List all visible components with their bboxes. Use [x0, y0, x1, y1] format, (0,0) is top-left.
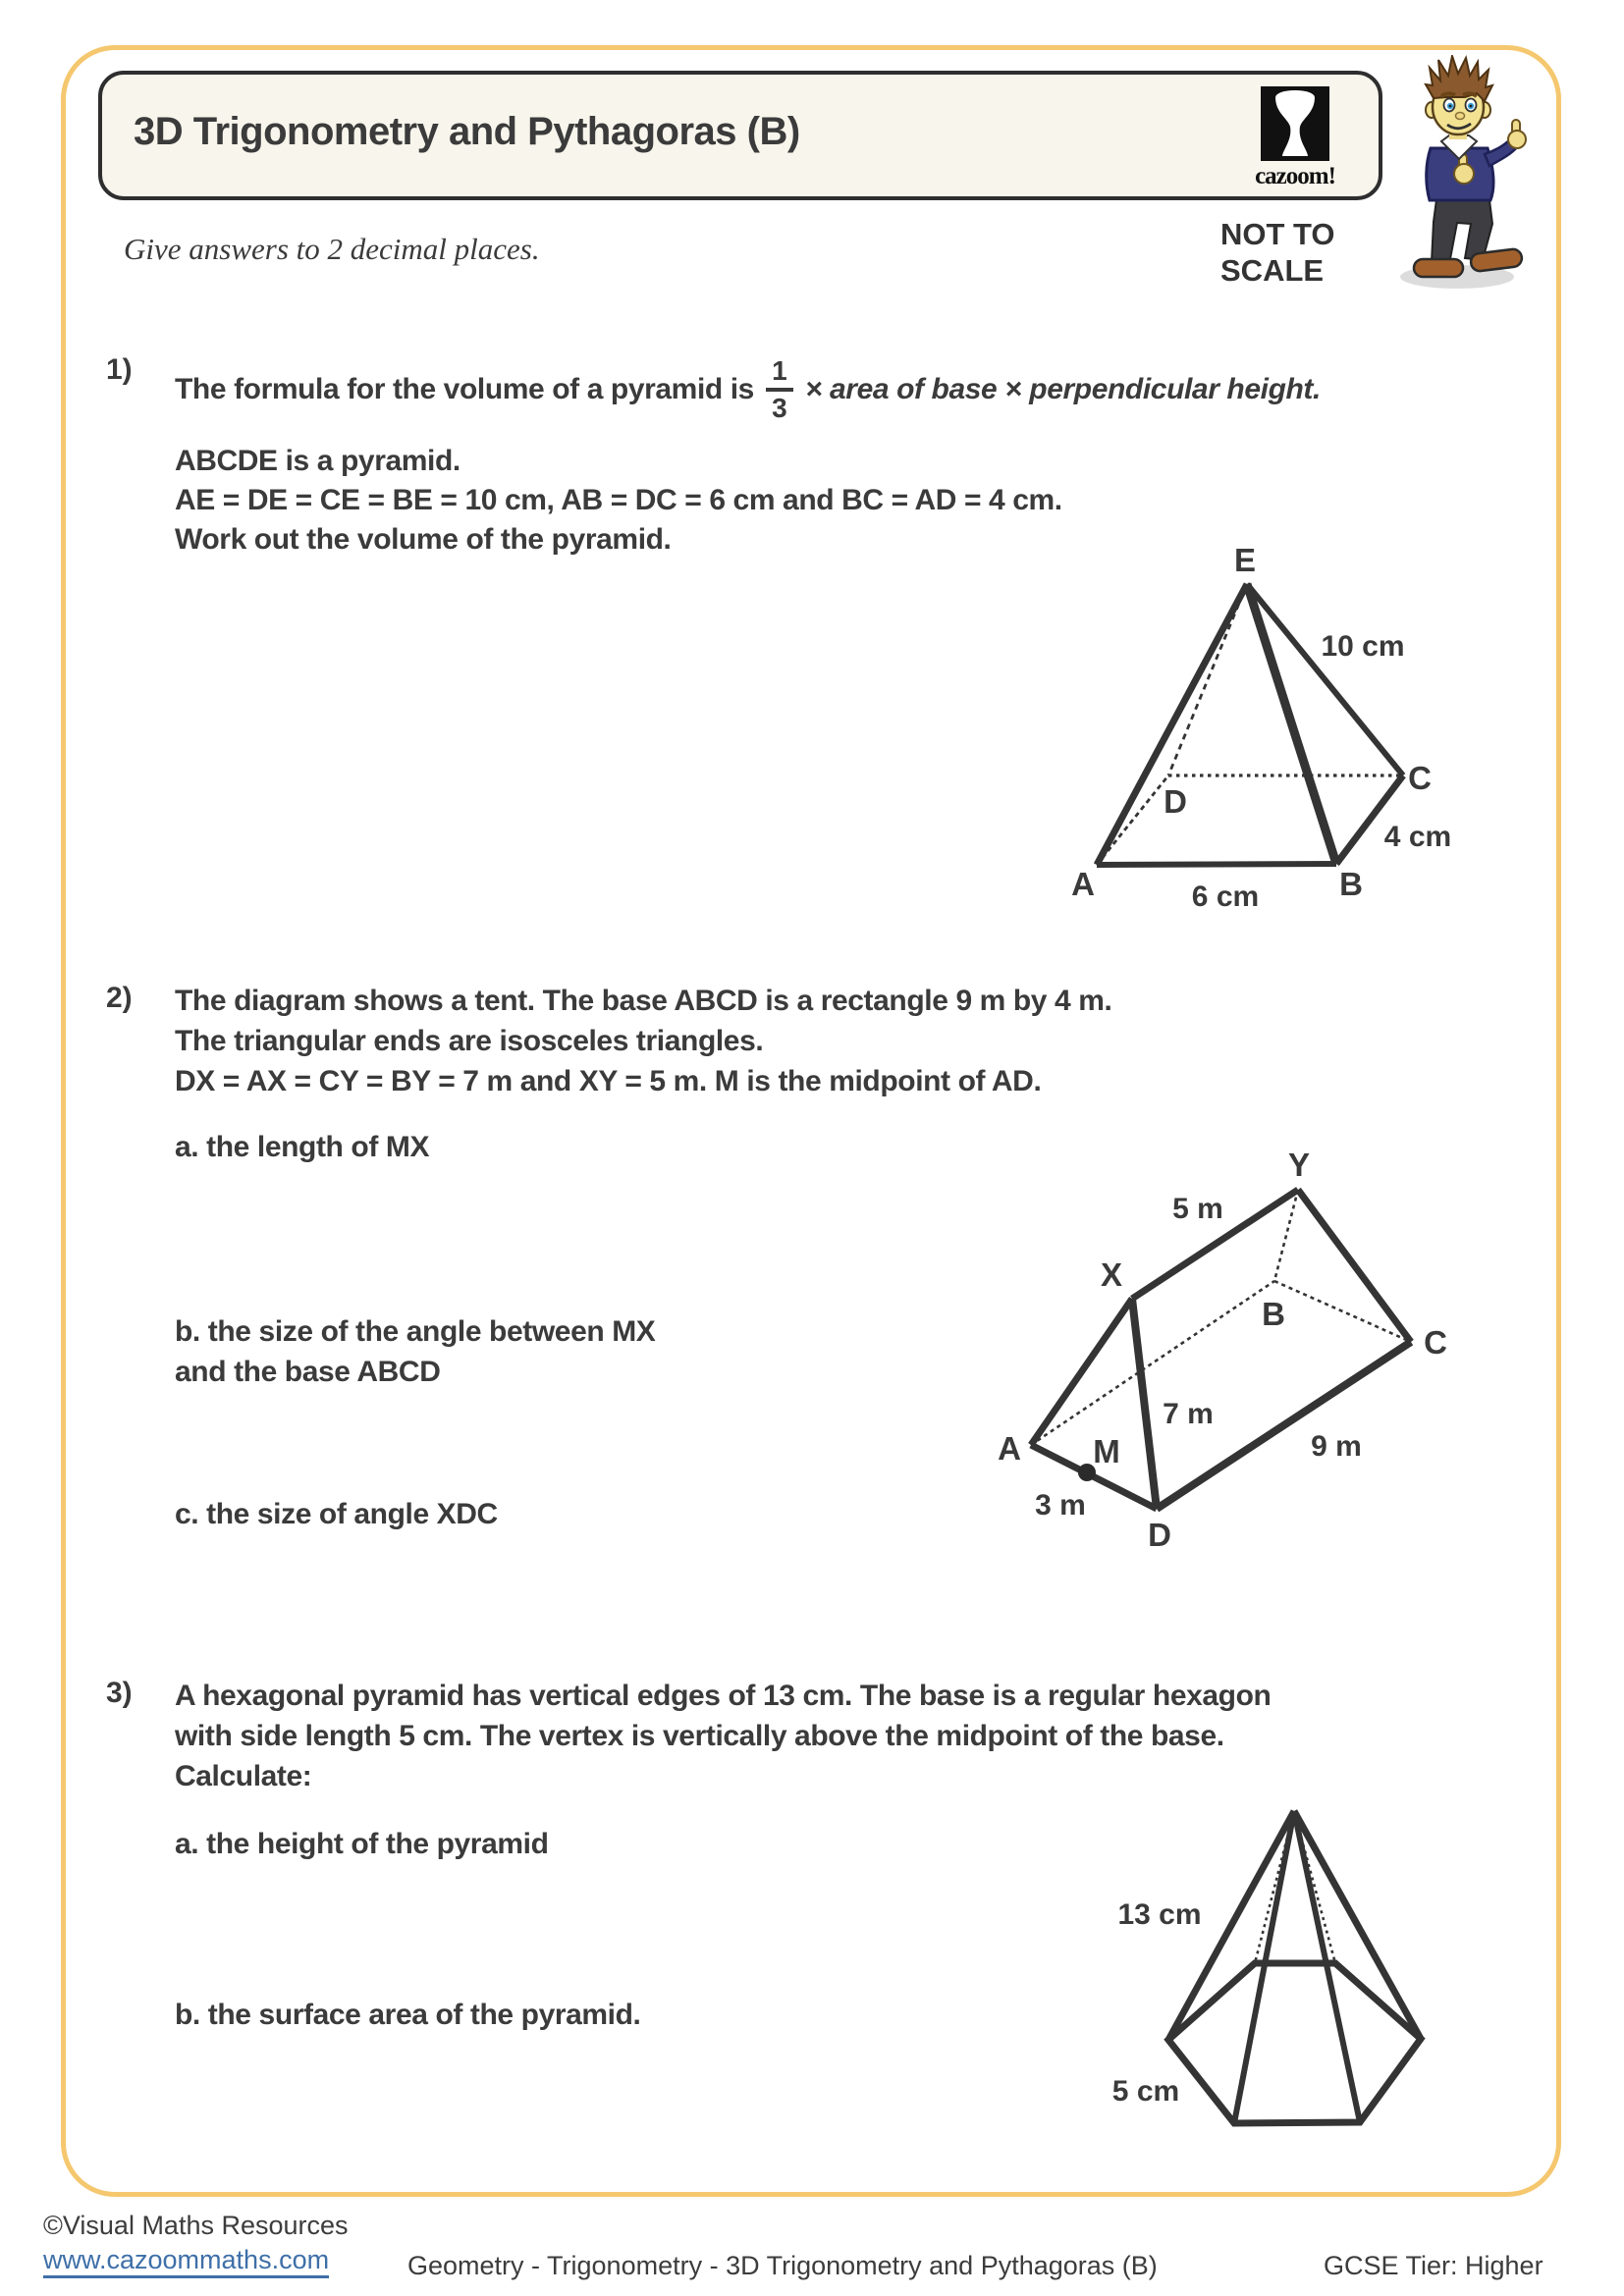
q2-measure-AM: 3 m [1035, 1489, 1086, 1522]
q1-pyramid-diagram [1021, 530, 1492, 923]
q3-number: 3) [106, 1677, 133, 1709]
q2-vertex-B: B [1262, 1296, 1285, 1332]
title-box [98, 71, 1382, 200]
q1-formula-intro: The formula for the volume of a pyramid is [175, 373, 754, 405]
footer-url-link[interactable]: www.cazoommaths.com [43, 2245, 329, 2278]
q2-line-1: The diagram shows a tent. The base ABCD is a rectangle 9 m by 4 m. [175, 985, 1112, 1017]
q1-vertex-E: E [1233, 542, 1257, 578]
q2-measure-DC: 9 m [1311, 1430, 1362, 1463]
q1-formula-line [175, 355, 1321, 424]
edge-XD [1132, 1299, 1157, 1509]
q2-tent-diagram [967, 1137, 1488, 1578]
q2-vertex-A: A [998, 1430, 1021, 1467]
edge-AB [1031, 1281, 1274, 1445]
fraction-denominator: 3 [772, 393, 787, 423]
q3-line-1: A hexagonal pyramid has vertical edges of 13 cm. The base is a regular hexagon [175, 1680, 1272, 1712]
footer-breadcrumb: Geometry - Trigonometry - 3D Trigonometry and Pythagoras (B) [407, 2251, 1158, 2280]
edge-XA [1031, 1299, 1132, 1445]
q3-part-a: a. the height of the pyramid [175, 1828, 549, 1860]
q2-measure-XD: 7 m [1163, 1398, 1214, 1430]
fraction-one-third [766, 357, 793, 422]
mascot-head [1426, 56, 1492, 134]
q2-number: 2) [106, 982, 133, 1014]
q2-part-c: c. the size of angle XDC [175, 1498, 498, 1530]
edge-EA [1097, 584, 1247, 865]
cazoom-brand-text: cazoom! [1255, 163, 1335, 189]
q2-vertex-M: M [1093, 1433, 1120, 1469]
q1-measure-BC: 4 cm [1383, 821, 1452, 853]
cazoom-logo-icon [1261, 86, 1329, 161]
fraction-bar [766, 388, 793, 392]
footer-tier: GCSE Tier: Higher [1324, 2251, 1543, 2280]
q3-line-3: Calculate: [175, 1760, 312, 1792]
q2-vertex-X: X [1100, 1256, 1123, 1293]
edge-EB [1247, 584, 1336, 864]
edge-apex-right [1294, 1811, 1421, 2039]
q2-part-a: a. the length of MX [175, 1131, 430, 1163]
q3-part-b: b. the surface area of the pyramid. [175, 1999, 641, 2031]
q1-line-2: AE = DE = CE = BE = 10 cm, AB = DC = 6 cm and BC = AD = 4 cm. [175, 484, 1062, 516]
edge-YC [1298, 1190, 1411, 1342]
q1-formula-tail: × area of base × perpendicular height. [804, 373, 1321, 405]
mascot-boy-illustration [1386, 55, 1536, 291]
hexagon-base [1168, 1963, 1421, 2123]
q1-number: 1) [106, 353, 133, 386]
footer-copyright: ©Visual Maths Resources [43, 2211, 349, 2240]
page-title: 3D Trigonometry and Pythagoras (B) [134, 110, 800, 153]
q1-vertex-B: B [1339, 866, 1363, 902]
edge-AB [1097, 864, 1336, 865]
q1-line-1: ABCDE is a pyramid. [175, 445, 460, 477]
q2-vertex-C: C [1424, 1324, 1447, 1361]
q2-vertex-Y: Y [1287, 1147, 1311, 1183]
q3-measure-side: 5 cm [1111, 2075, 1180, 2108]
q3-hexagonal-pyramid-diagram [1075, 1799, 1488, 2163]
mascot-hair [1426, 56, 1492, 101]
q2-line-2: The triangular ends are isosceles triangles. [175, 1025, 764, 1057]
q3-line-2: with side length 5 cm. The vertex is vertically above the midpoint of the base. [175, 1720, 1224, 1752]
q3-measure-edge: 13 cm [1117, 1898, 1202, 1931]
q2-line-3: DX = AX = CY = BY = 7 m and XY = 5 m. M is the midpoint of AD. [175, 1065, 1042, 1097]
q1-vertex-D: D [1164, 783, 1187, 820]
q1-measure-AB: 6 cm [1191, 881, 1260, 913]
q1-vertex-A: A [1071, 866, 1095, 902]
q2-measure-XY: 5 m [1172, 1193, 1223, 1225]
edge-apex-frontleft [1234, 1811, 1294, 2123]
cazoom-logo [1236, 84, 1354, 190]
fraction-numerator: 1 [772, 355, 787, 386]
q2-part-b: b. the size of the angle between MX and the base ABCD [175, 1315, 656, 1388]
instruction-text: Give answers to 2 decimal places. [124, 232, 540, 266]
q2-vertex-D: D [1148, 1517, 1171, 1553]
q1-vertex-C: C [1408, 760, 1432, 796]
not-to-scale-note: NOT TO SCALE [1220, 217, 1335, 288]
edge-EC [1247, 584, 1403, 775]
q1-line-3: Work out the volume of the pyramid. [175, 523, 672, 556]
q1-measure-EC: 10 cm [1321, 630, 1405, 663]
